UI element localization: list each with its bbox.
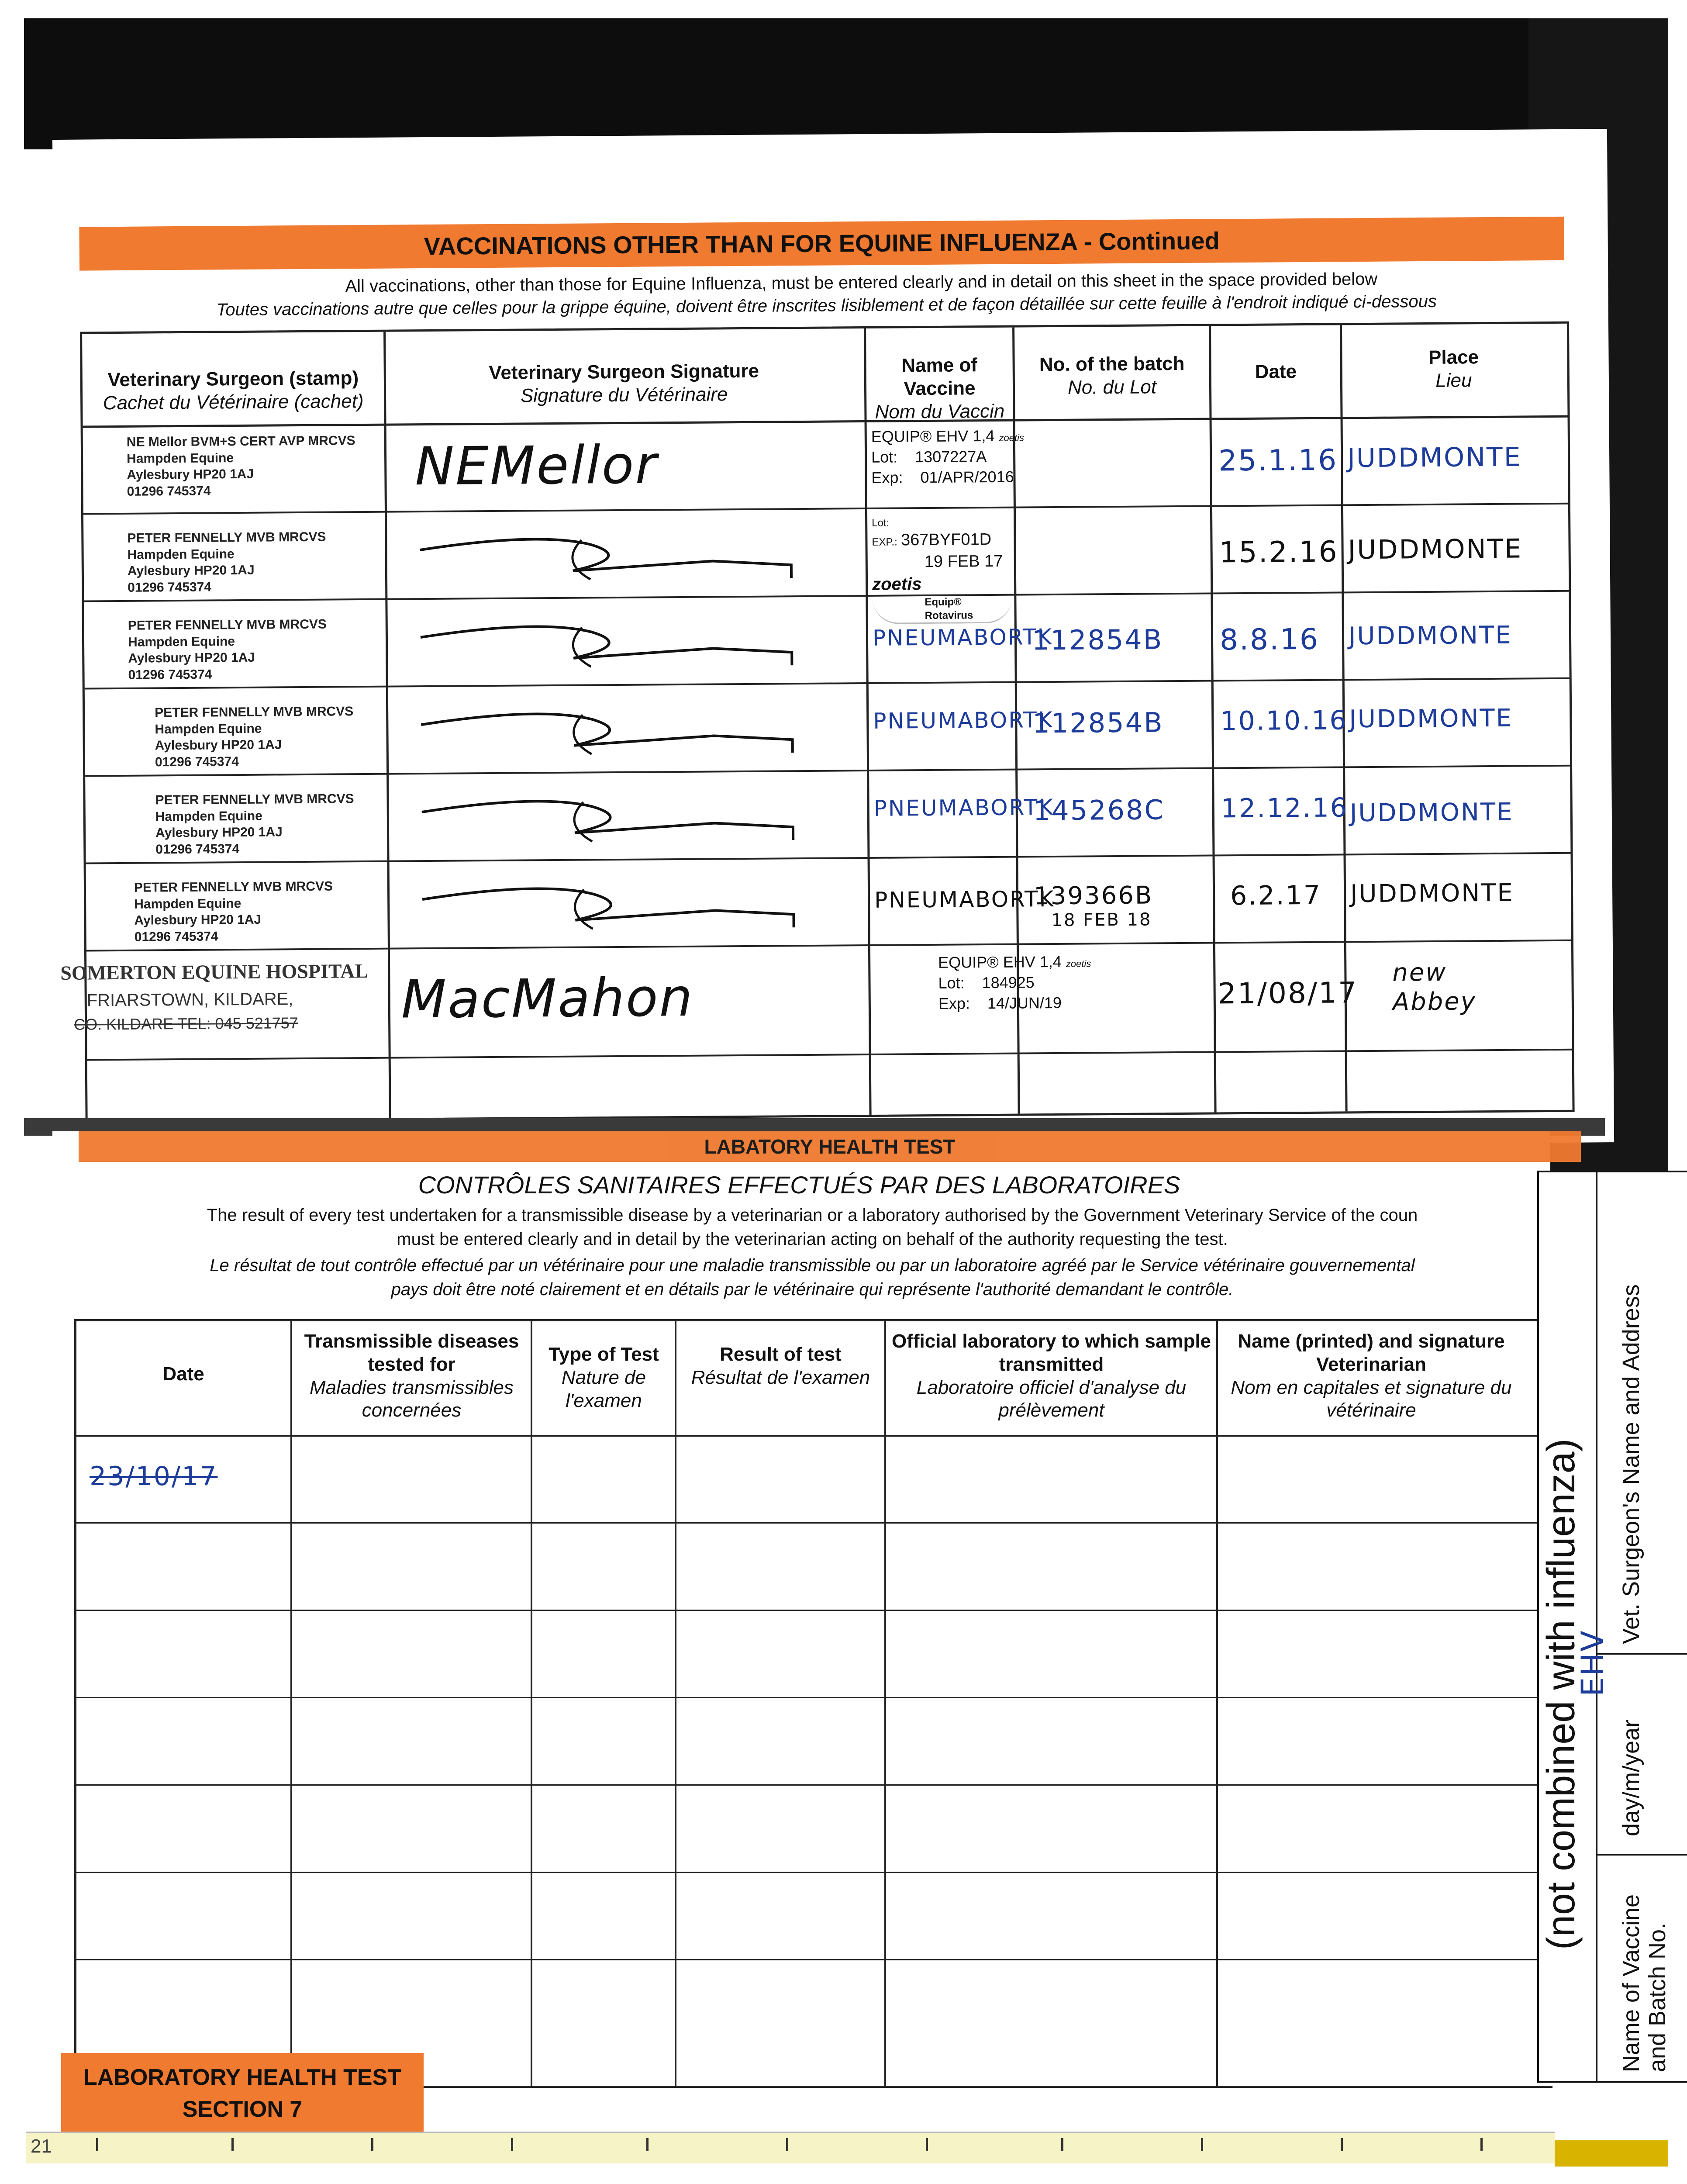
row7-stamp: SOMERTON EQUINE HOSPITAL FRIARSTOWN, KILDARE, CO. KILDARE TEL: 045 521757 [60, 959, 369, 1033]
lab-header-diseases: Transmissible diseases tested for Maladies transmissibles concernées [304, 1330, 519, 1421]
side-name-of-vaccine: Name of Vaccine [1618, 1894, 1644, 2072]
row6-stamp: PETER FENNELLY MVB MRCVS Hampden Equine Aylesbury HP20 1AJ 01296 745374 [134, 879, 333, 944]
side-vet-name-address: Vet. Surgeon's Name and Address [1618, 1284, 1644, 1644]
upper-instruction-fr: Toutes vaccinations autre que celles pour la grippe équine, doivent être inscrites lisiblement et de façon détaillée sur cette feuille à l'endroit indiqué ci-dessous [216, 291, 1437, 320]
row7-vaccine-label: EQUIP® EHV 1,4 zoetis Lot: 184925 Exp: 14/JUN/19 [938, 952, 1091, 1013]
row4-date: 10.10.16 [1220, 705, 1348, 737]
lower-title-bar [79, 1131, 1581, 1162]
row5-place: JUDDMONTE [1349, 798, 1514, 828]
upper-title-bar [79, 217, 1564, 271]
row1-signature: NEMellor [414, 435, 659, 498]
row6-batch-exp: 18 FEB 18 [1051, 909, 1152, 931]
upper-title: VACCINATIONS OTHER THAN FOR EQUINE INFLUENZA - Continued [424, 227, 1220, 260]
lab-header-result: Result of test Résultat de l'examen [691, 1344, 870, 1388]
lab-header-laboratory: Official laboratory to which sample transmitted Laboratoire officiel d'analyse du prélèvement [891, 1330, 1211, 1421]
row4-signature [408, 696, 801, 764]
row5-date: 12.12.16 [1221, 792, 1349, 824]
lab-header-type: Type of Test Nature de l'examen [549, 1344, 659, 1411]
lower-subtitle-fr: CONTRÔLES SANITAIRES EFFECTUÉS PAR DES LABORATOIRES [418, 1171, 1180, 1199]
lower-page [52, 1131, 1550, 2136]
row6-signature [409, 871, 803, 939]
row3-batch: 112854B [1032, 623, 1163, 657]
side-ehv: EHV [1575, 1629, 1611, 1697]
row7-place: new Abbey [1392, 958, 1477, 1016]
header-stamp: Veterinary Surgeon (stamp) Cachet du Vétérinaire (cachet) [103, 367, 364, 414]
row6-vaccine: PNEUMABORTK [874, 886, 1055, 913]
laboratory-table [74, 1319, 1552, 2088]
page-number: 21 [31, 2136, 52, 2157]
scan-background-top [24, 18, 1662, 149]
lab-row1-date: 23/10/17 [90, 1461, 218, 1492]
section-label: LABORATORY HEALTH TEST SECTION 7 [61, 2053, 424, 2149]
side-batch-no: and Batch No. [1644, 1922, 1670, 2072]
row5-signature [408, 783, 802, 851]
row7-date: 21/08/17 [1218, 976, 1358, 1011]
row7-signature: MacMahon [401, 967, 694, 1030]
lower-instruction-fr-2: pays doit être noté clairement et en détails par le vétérinaire qui représente l'authorité demandant le contrôle. [391, 1280, 1234, 1299]
row6-batch: 139366B [1033, 881, 1153, 911]
lab-header-name: Name (printed) and signature Veterinarian Nom en capitales et signature du vétérinaire [1231, 1330, 1512, 1421]
row6-date: 6.2.17 [1230, 880, 1322, 912]
header-batch: No. of the batch No. du Lot [1039, 352, 1185, 398]
side-day-month-year: day/m/year [1618, 1719, 1644, 1836]
row2-signature [407, 521, 800, 589]
lower-title: LABATORY HEALTH TEST [704, 1135, 956, 1158]
row5-stamp: PETER FENNELLY MVB MRCVS Hampden Equine Aylesbury HP20 1AJ 01296 745374 [155, 791, 354, 857]
side-panel [1537, 1171, 1687, 2083]
lab-header-date: Date [162, 1363, 204, 1385]
row1-date: 25.1.16 [1218, 443, 1338, 478]
binding-edge [1555, 2140, 1668, 2167]
row1-place: JUDDMONTE [1347, 442, 1522, 474]
header-place: Place Lieu [1428, 346, 1479, 391]
row4-place: JUDDMONTE [1349, 704, 1513, 734]
side-not-combined: (not combined with influenza) [1539, 1438, 1583, 1950]
row4-vaccine: PNEUMABORTK [873, 707, 1054, 734]
header-signature: Veterinary Surgeon Signature Signature du Vétérinaire [489, 360, 759, 407]
header-date: Date [1255, 361, 1297, 383]
row3-signature [407, 608, 801, 677]
row3-date: 8.8.16 [1219, 622, 1320, 657]
lower-instruction-en-2: must be entered clearly and in detail by the veterinarian acting on behalf of the authority requesting the test. [397, 1230, 1228, 1249]
row2-stamp: PETER FENNELLY MVB MRCVS Hampden Equine Aylesbury HP20 1AJ 01296 745374 [127, 529, 326, 595]
upper-page [52, 129, 1614, 1153]
row3-vaccine: PNEUMABORTK [872, 624, 1053, 651]
ruler [26, 2132, 1555, 2163]
lower-instruction-en-1: The result of every test undertaken for a transmissible disease by a veterinarian or a laboratory authorised by the Government Veterinary Service of the coun [207, 1206, 1418, 1225]
row5-batch: 145268C [1033, 794, 1165, 827]
row2-date: 15.2.16 [1219, 535, 1339, 570]
row4-stamp: PETER FENNELLY MVB MRCVS Hampden Equine Aylesbury HP20 1AJ 01296 745374 [155, 704, 354, 769]
row3-stamp: PETER FENNELLY MVB MRCVS Hampden Equine Aylesbury HP20 1AJ 01296 745374 [128, 617, 327, 682]
row4-batch: 112854B [1032, 706, 1164, 740]
row1-stamp: NE Mellor BVM+S CERT AVP MRCVS Hampden Equine Aylesbury HP20 1AJ 01296 745374 [126, 433, 355, 499]
row1-vaccine-label: EQUIP® EHV 1,4 zoetis Lot: 1307227A Exp: 01/APR/2016 [871, 426, 1025, 487]
lower-instruction-fr-1: Le résultat de tout contrôle effectué par un vétérinaire pour une maladie transmissible ou par un laboratoire agréé par le Service vétérinaire gouvernemental [210, 1256, 1415, 1275]
row3-place: JUDDMONTE [1348, 621, 1512, 651]
row2-vaccine-label: Lot: EXP.: 367BYF01D 19 FEB 17 zoetis Equip® Rotavirus [872, 515, 1012, 625]
row5-vaccine: PNEUMABORTK [873, 795, 1055, 821]
row6-place: JUDDMONTE [1350, 878, 1514, 909]
row2-place: JUDDMONTE [1348, 533, 1523, 566]
header-vaccine: Name of Vaccine Nom du Vaccin [875, 354, 1005, 423]
vaccination-table [60, 321, 1575, 1123]
upper-instruction-en: All vaccinations, other than those for Equine Influenza, must be entered clearly and in detail on this sheet in the space provided below [345, 269, 1378, 296]
